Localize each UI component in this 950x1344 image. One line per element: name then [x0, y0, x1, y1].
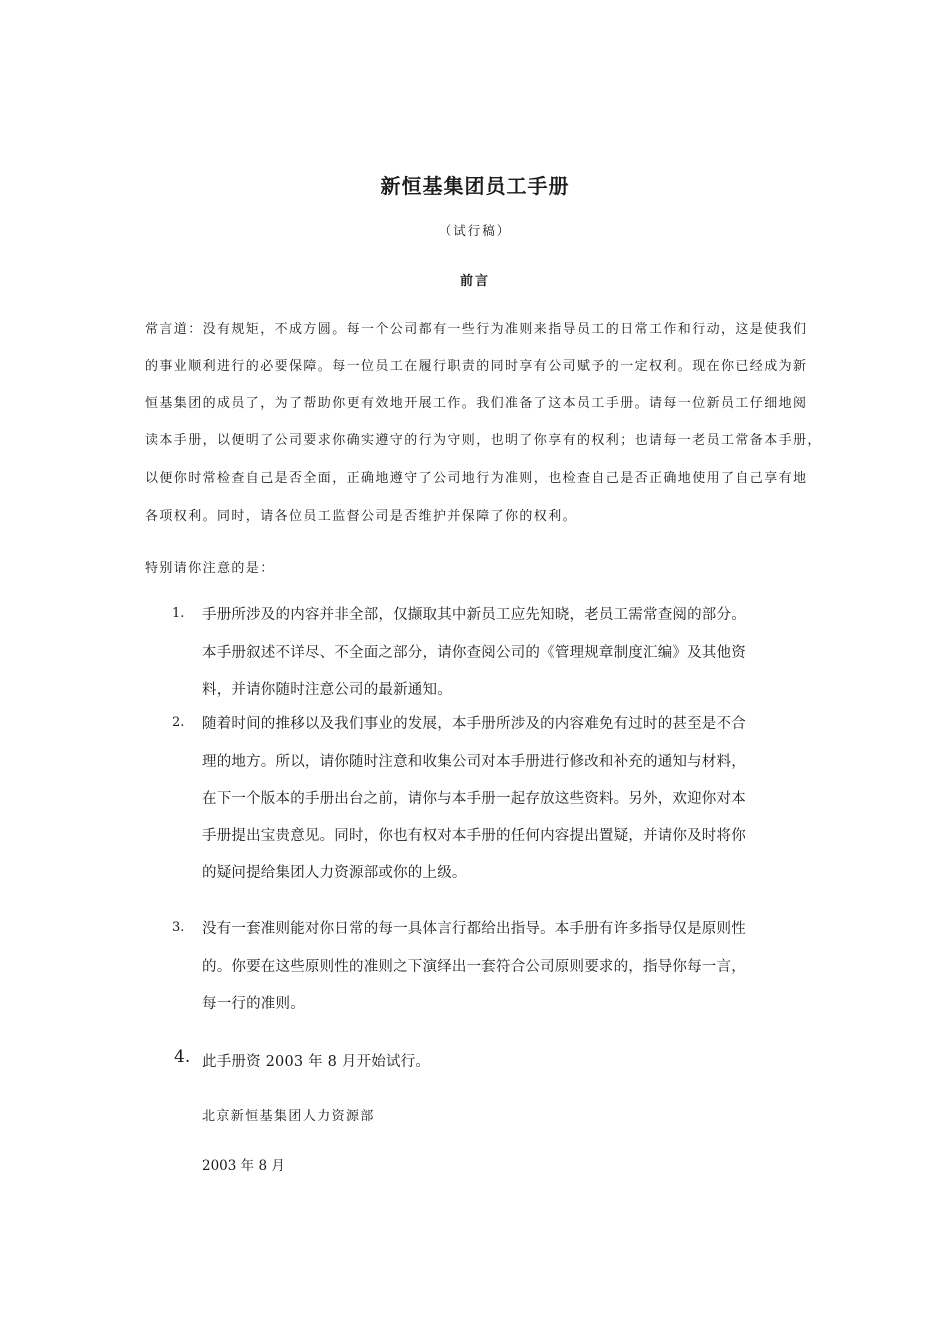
- item-number: 1.: [172, 606, 185, 621]
- item-number: 4.: [174, 1047, 191, 1067]
- item-line: 此手册资 2003 年 8 月开始试行。: [202, 1054, 431, 1070]
- document-date: 2003 年 8 月: [202, 1158, 285, 1174]
- preface-line: 常言道：没有规矩，不成方圆。每一个公司都有一些行为准则来指导员工的日常工作和行动，这是使我们: [145, 322, 808, 337]
- item-line: 理的地方。所以，请你随时注意和收集公司对本手册进行修改和补充的通知与材料，: [202, 754, 746, 770]
- document-title: 新恒基集团员工手册: [380, 174, 570, 198]
- preface-line: 恒基集团的成员了，为了帮助你更有效地开展工作。我们准备了这本员工手册。请每一位新员工仔细地阅: [145, 396, 808, 411]
- item-line: 本手册叙述不详尽、不全面之部分，请你查阅公司的《管理规章制度汇编》及其他资: [202, 645, 746, 661]
- item-line: 料，并请你随时注意公司的最新通知。: [202, 682, 452, 698]
- note-intro: 特别请你注意的是：: [145, 561, 275, 576]
- item-line: 在下一个版本的手册出台之前，请你与本手册一起存放这些资料。另外，欢迎你对本: [202, 791, 746, 807]
- item-line: 手册所涉及的内容并非全部，仅撷取其中新员工应先知晓，老员工需常查阅的部分。: [202, 607, 746, 623]
- preface-line: 各项权利。同时，请各位员工监督公司是否维护并保障了你的权利。: [145, 509, 578, 524]
- item-line: 的。你要在这些原则性的准则之下演绎出一套符合公司原则要求的，指导你每一言，: [202, 959, 746, 975]
- preface-line: 的事业顺利进行的必要保障。每一位员工在履行职责的同时享有公司赋予的一定权利。现在你已经成为新: [145, 359, 808, 374]
- item-line: 手册提出宝贵意见。同时，你也有权对本手册的任何内容提出置疑，并请你及时将你: [202, 828, 746, 844]
- signature: 北京新恒基集团人力资源部: [202, 1109, 375, 1124]
- document-subtitle: （试行稿）: [438, 223, 512, 238]
- item-number: 2.: [172, 715, 185, 730]
- preface-heading: 前言: [459, 274, 490, 289]
- item-line: 随着时间的推移以及我们事业的发展，本手册所涉及的内容难免有过时的甚至是不合: [202, 716, 746, 732]
- item-line: 没有一套准则能对你日常的每一具体言行都给出指导。本手册有许多指导仅是原则性: [202, 921, 746, 937]
- item-line: 的疑问提给集团人力资源部或你的上级。: [202, 865, 467, 881]
- preface-line: 以便你时常检查自己是否全面，正确地遵守了公司地行为准则，也检查自己是否正确地使用了自己享有地: [145, 471, 808, 486]
- item-line: 每一行的准则。: [202, 996, 305, 1012]
- preface-line: 读本手册，以便明了公司要求你确实遵守的行为守则，也明了你享有的权利；也请每一老员工常备本手册，: [145, 433, 822, 448]
- item-number: 3.: [172, 920, 185, 935]
